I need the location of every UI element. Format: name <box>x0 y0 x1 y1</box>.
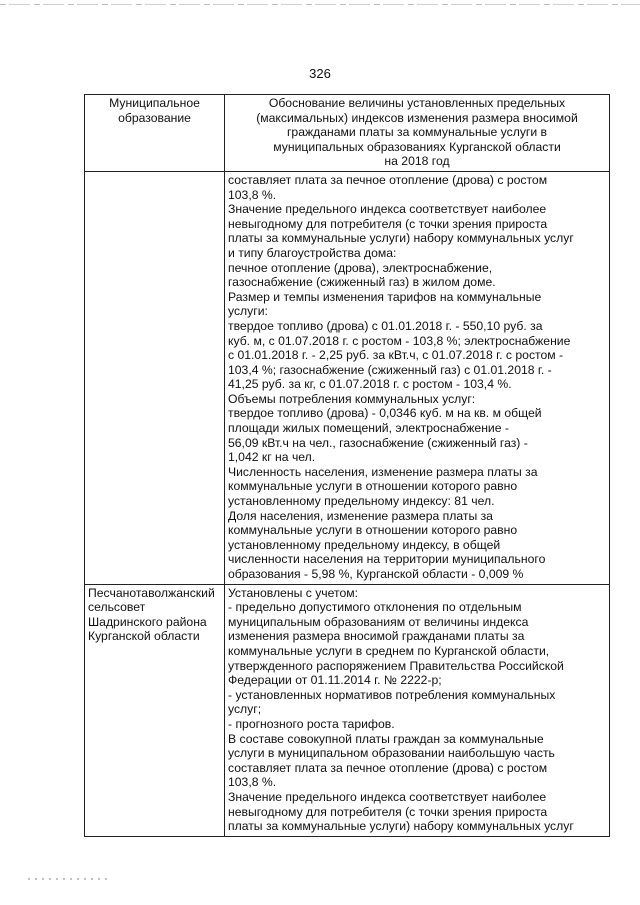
justification-line: услуги в муниципальном образовании наибольшую часть <box>228 746 555 761</box>
justification-line: 103,4 %; газоснабжение (сжиженный газ) с 01.01.2018 г. - <box>228 362 552 377</box>
justification-line: услуги: <box>228 304 268 319</box>
header-text-line: Муниципальное <box>109 96 200 110</box>
justification-line: - установленных нормативов потребления коммунальных <box>228 687 556 702</box>
justification-line: невыгодному для потребителя (с точки зрения прироста <box>228 216 548 231</box>
justification-line: Численность населения, изменение размера платы за <box>228 464 538 479</box>
justification-cell <box>225 584 610 836</box>
justification-line: Объемы потребления коммунальных услуг: <box>228 391 476 406</box>
justification-line: невыгодному для потребителя (с точки зрения прироста <box>228 804 548 819</box>
justification-line: твердое топливо (дрова) с 01.01.2018 г. - 550,10 руб. за <box>228 318 543 333</box>
justification-line: коммунальные услуги в отношении которого равно <box>228 479 518 494</box>
header-text-line: Обоснование величины установленных предельных <box>268 96 566 110</box>
justification-line: В составе совокупной платы граждан за коммунальные <box>228 731 544 746</box>
justification-line: образования - 5,98 %, Курганской области - 0,009 % <box>228 567 524 581</box>
justification-line: коммунальные услуги в среднем по Курганской области, <box>228 643 550 658</box>
justification-line: куб. м, с 01.07.2018 г. с ростом - 103,8 %; электроснабжение <box>228 333 571 348</box>
header-text-line: гражданами платы за коммунальные услуги в <box>286 125 548 140</box>
municipality-cell <box>85 171 225 584</box>
municipality-line: Песчанотаволжанский <box>88 585 215 600</box>
justification-line: газоснабжение (сжиженный газ) в жилом доме. <box>228 275 496 290</box>
justification-line: 41,25 руб. за кг, с 01.07.2018 г. с ростом - 103,4 %. <box>228 377 512 392</box>
header-text-line: муниципальных образованиях Курганской области <box>273 139 561 154</box>
justification-line: Значение предельного индекса соответствует наиболее <box>228 789 547 804</box>
justification-line: платы за коммунальные услуги) набору коммунальных услуг <box>228 819 574 834</box>
justification-line: муниципальным образованиям от величины индекса <box>228 614 529 629</box>
justification-line: установленному предельному индексу, в общей <box>228 537 501 552</box>
justification-line: и типу благоустройства дома: <box>228 245 397 260</box>
header-municipality <box>85 95 225 172</box>
header-text-line: на 2018 год <box>384 154 450 169</box>
justification-line: твердое топливо (дрова) - 0,0346 куб. м на кв. м общей <box>228 406 542 421</box>
justification-line: установленному предельному индексу: 81 чел. <box>228 494 495 509</box>
header-justification <box>225 95 610 172</box>
justification-line: коммунальные услуги в отношении которого равно <box>228 523 518 538</box>
justification-line: с 01.01.2018 г. - 2,25 руб. за кВт.ч, с 01.07.2018 г. с ростом - <box>228 348 564 363</box>
justification-line: изменения размера вносимой гражданами платы за <box>228 629 525 644</box>
justification-line: Размер и темпы изменения тарифов на коммунальные <box>228 289 542 304</box>
justification-line: 56,09 кВт.ч на чел., газоснабжение (сжиженный газ) - <box>228 435 528 450</box>
table-row <box>85 171 610 584</box>
header-text-line: образование <box>118 110 191 125</box>
justification-line: Значение предельного индекса соответствует наиболее <box>228 202 547 217</box>
justification-line: Доля населения, изменение размера платы за <box>228 508 493 523</box>
justification-line: 103,8 %. <box>228 187 277 202</box>
justification-cell <box>225 171 610 584</box>
justification-line: Федерации от 01.11.2014 г. № 2222-р; <box>228 673 442 688</box>
scan-edge-bottom <box>28 878 108 880</box>
justification-line: площади жилых помещений, электроснабжение - <box>228 421 509 436</box>
table-row <box>85 584 610 836</box>
scan-edge-top <box>0 4 640 5</box>
page-number: 326 <box>309 66 331 81</box>
justification-line: 103,8 %. <box>228 775 277 790</box>
justification-table <box>84 94 610 837</box>
justification-line: печное отопление (дрова), электроснабжение, <box>228 260 493 275</box>
table-header-row <box>85 95 610 172</box>
justification-line: численности населения на территории муниципального <box>228 552 546 567</box>
municipality-line: Шадринского района <box>88 614 207 629</box>
municipality-cell <box>85 584 225 836</box>
header-text-line: (максимальных) индексов изменения размера вносимой <box>256 110 578 125</box>
justification-line: составляет плата за печное отопление (дрова) с ростом <box>228 172 548 187</box>
justification-line: - прогнозного роста тарифов. <box>228 716 395 731</box>
justification-line: Установлены с учетом: <box>228 585 358 600</box>
justification-line: - предельно допустимого отклонения по отдельным <box>228 600 522 615</box>
justification-line: составляет плата за печное отопление (дрова) с ростом <box>228 760 548 775</box>
justification-line: платы за коммунальные услуги) набору коммунальных услуг <box>228 231 574 246</box>
justification-line: утвержденного распоряжением Правительства Российской <box>228 658 564 673</box>
justification-line: услуг; <box>228 702 262 717</box>
municipality-line: Курганской области <box>88 629 200 644</box>
justification-line: 1,042 кг на чел. <box>228 450 316 465</box>
municipality-line: сельсовет <box>88 600 146 615</box>
